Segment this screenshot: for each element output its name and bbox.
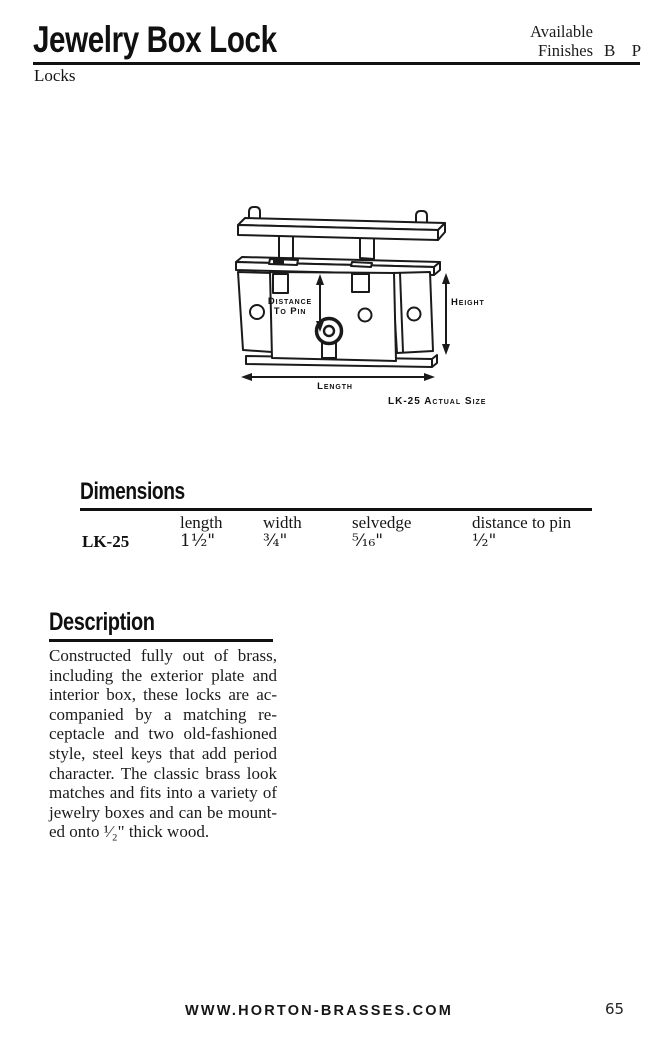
column-header-selvedge: selvedge [352, 513, 412, 532]
header-rule [33, 62, 640, 65]
page-number: 65 [605, 1000, 625, 1018]
receptacle-right-prong [360, 237, 374, 259]
finish-code-b: B [604, 41, 616, 60]
receptacle-drawing [238, 207, 445, 260]
description-line: interior box, these locks are ac- [49, 685, 277, 705]
column-header-length: length [180, 513, 223, 532]
finish-code-p: P [631, 41, 642, 60]
footer-website: WWW.HORTON-BRASSES.COM [185, 1003, 454, 1019]
description-line: companied by a matching re- [49, 704, 277, 724]
description-line: including the exterior plate and [49, 665, 277, 685]
distance-to-pin-label-line1: Distance [267, 296, 313, 307]
keyhole-pin [324, 326, 334, 336]
value-length: 1¹⁄₂" [180, 531, 216, 551]
description-line: character. The classic brass look [49, 763, 277, 783]
mounting-hole-center [359, 309, 372, 322]
selvedge-slot-right [351, 262, 372, 267]
finish-codes [604, 41, 641, 61]
diagram-caption: LK-25 Actual Size [388, 396, 487, 407]
description-heading-wrap [49, 609, 181, 636]
description-heading: Description [49, 608, 155, 636]
height-arrow-head-down [442, 344, 450, 355]
description-line: matches and fits into a variety of [49, 783, 277, 803]
bottom-strip-end-cap [432, 355, 437, 367]
available-finishes-line1: Available [530, 22, 593, 41]
selvedge-slot-left-dark [273, 260, 284, 264]
length-label: Length [317, 381, 353, 392]
length-arrow-head-left [241, 373, 252, 381]
model-number: LK-25 [82, 532, 130, 551]
page-title-wrap [33, 21, 338, 60]
box-notch-right [352, 274, 369, 292]
description-line: ed onto ¹⁄₂" thick wood. [49, 822, 210, 842]
description-rule [49, 639, 273, 642]
description-line: style, steel keys that add period [49, 743, 277, 763]
page-title: Jewelry Box Lock [33, 19, 277, 60]
distance-to-pin-label-line2: To Pin [273, 306, 307, 317]
available-finishes-line2: Finishes [537, 41, 593, 60]
dimensions-rule [80, 508, 592, 511]
description-paragraph [49, 646, 277, 842]
mounting-hole-right [408, 308, 421, 321]
available-finishes-label [530, 22, 593, 60]
column-header-distance-to-pin: distance to pin [472, 513, 572, 532]
column-header-width: width [263, 513, 302, 532]
height-label: Height [451, 297, 485, 308]
value-selvedge: ⁵⁄₁₆" [352, 531, 384, 551]
value-distance-to-pin: ¹⁄₂" [472, 531, 497, 551]
box-notch-left [273, 274, 288, 293]
description-line: Constructed fully out of brass, [49, 646, 277, 665]
receptacle-left-prong [279, 235, 293, 260]
length-arrow-head-right [424, 373, 435, 381]
category-label: Locks [34, 66, 76, 85]
distance-to-pin-label [258, 297, 322, 317]
height-arrow-head-up [442, 273, 450, 284]
dimensions-heading: Dimensions [80, 478, 185, 505]
description-line: ceptacle and two old-fashioned [49, 724, 277, 744]
value-width: ³⁄₄" [263, 531, 288, 551]
dimensions-heading-wrap [80, 479, 211, 505]
description-line: jewelry boxes and can be mount- [49, 802, 277, 822]
